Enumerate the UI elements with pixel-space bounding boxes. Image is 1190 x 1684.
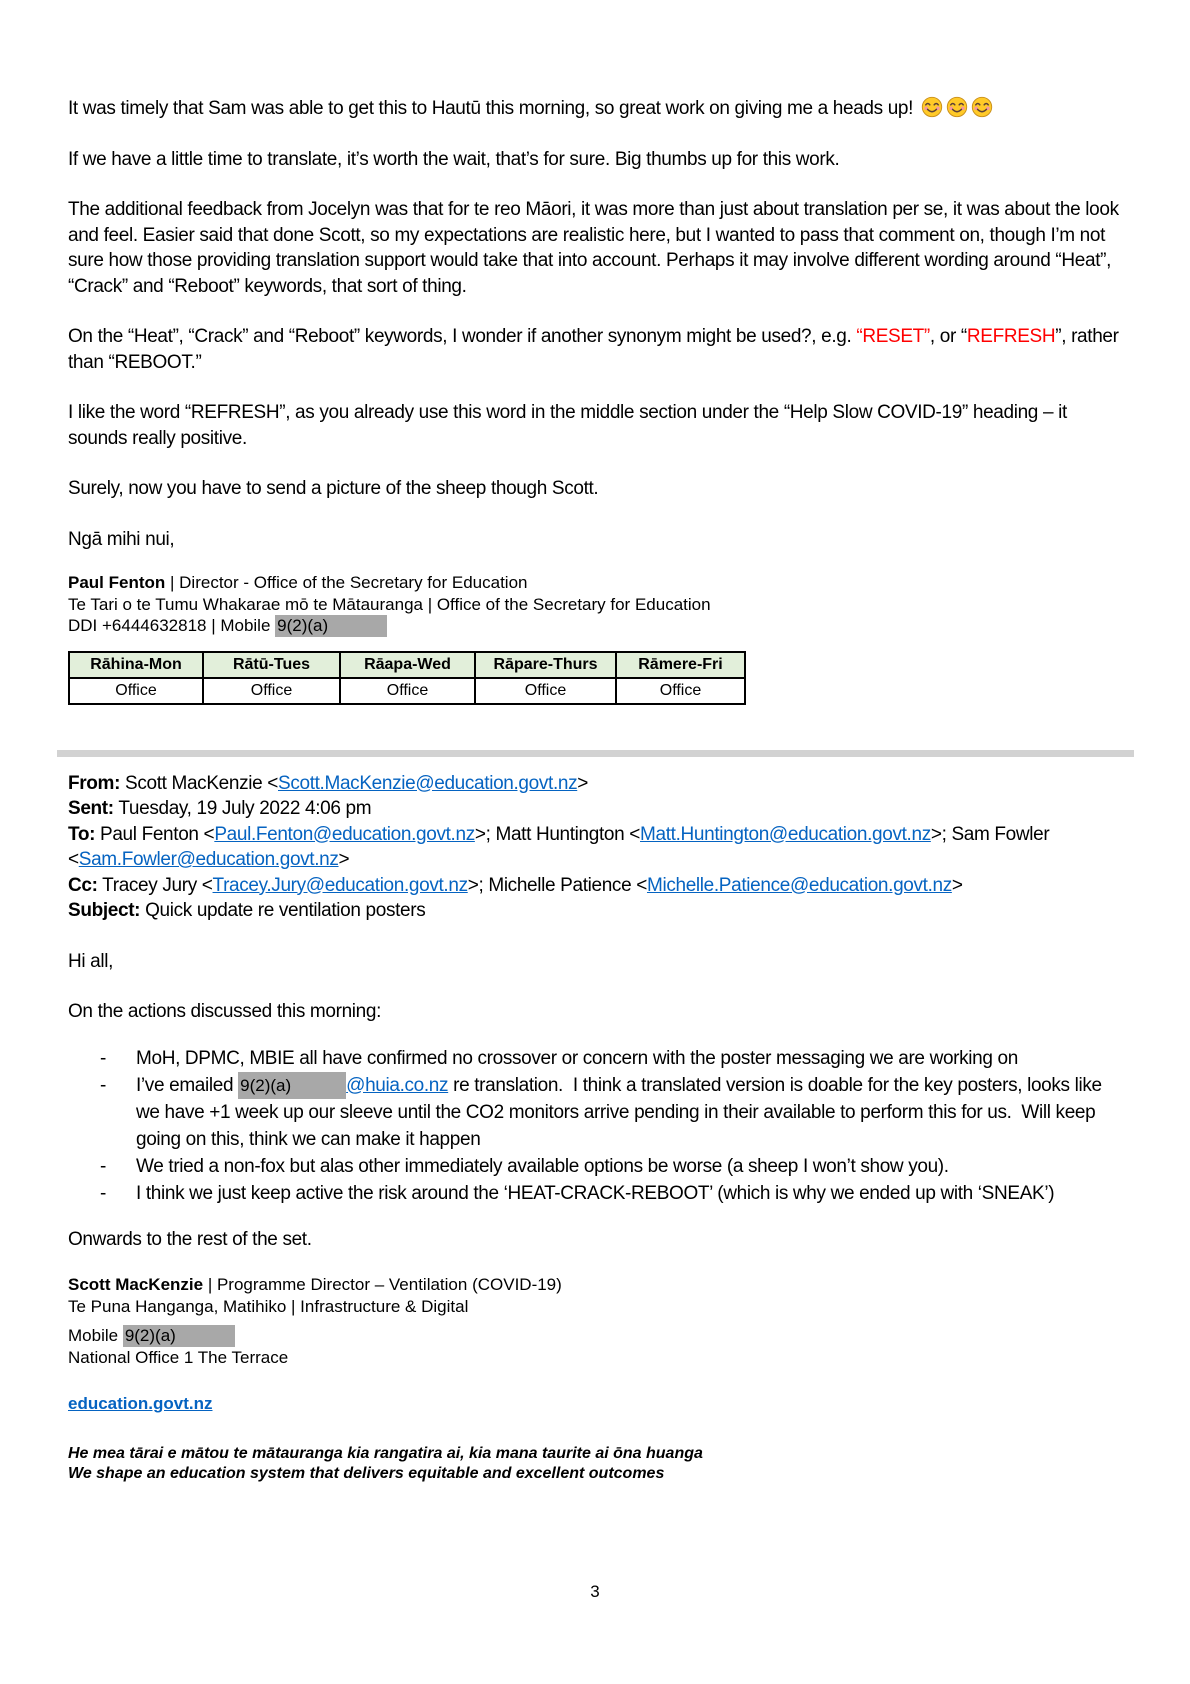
- signature-name-line: Paul Fenton | Director - Office of the Secretary for Education: [68, 573, 528, 592]
- bullet-marker: -: [100, 1155, 106, 1177]
- signature-name: Paul Fenton: [68, 573, 166, 592]
- footer-tagline-maori: He mea tārai e mātou te mātauranga kia rangatira ai, kia mana taurite ai ōna huanga: [68, 1445, 703, 1462]
- email-intro: On the actions discussed this morning:: [68, 1001, 382, 1022]
- to-email-link[interactable]: Matt.Huntington@education.govt.nz: [640, 823, 931, 845]
- bullet-item: - I’ve emailed 9(2)(a) @huia.co.nz re translation. I think a translated version is doable for the key posters, looks like we have +1 week up our sleeve until the CO2 monitors arrive pending in their available to perform this for us. Will keep going on this, think we can make it happen: [100, 1072, 1124, 1153]
- signature-contact-line: DDI +6444632818 | Mobile 9(2)(a): [68, 615, 1124, 637]
- schedule-cell: Office: [616, 678, 745, 704]
- smiling-face-emoji: [946, 96, 968, 118]
- redaction-box: 9(2)(a): [238, 1072, 346, 1099]
- schedule-cell: Office: [203, 678, 340, 704]
- header-to-line: To: Paul Fenton <Paul.Fenton@education.govt.nz>; Matt Huntington <Matt.Huntington@education.govt.nz>; Sam Fowler <Sam.Fowler@education.govt.nz>: [68, 823, 1055, 870]
- signature-address-line: National Office 1 The Terrace: [68, 1347, 289, 1367]
- cc-email-link[interactable]: Tracey.Jury@education.govt.nz: [212, 874, 468, 896]
- quoted-email-header: [68, 771, 1124, 924]
- cc-email-link[interactable]: Michelle.Patience@education.govt.nz: [646, 874, 952, 896]
- smiling-face-emoji: [921, 96, 943, 118]
- bullet-marker: -: [100, 1074, 106, 1096]
- schedule-data-row: [69, 678, 745, 704]
- signature-name-line: Scott MacKenzie | Programme Director – Ventilation (COVID-19): [68, 1275, 562, 1294]
- cc-label: Cc:: [68, 874, 98, 896]
- website-line: [68, 1394, 1124, 1414]
- schedule-cell: Office: [475, 678, 616, 704]
- reply-paragraph-4: On the “Heat”, “Crack” and “Reboot” keywords, I wonder if another synonym might be used?, e.g. “RESET”, or “REFRESH”, rather than “REBOOT.”: [68, 326, 1124, 373]
- to-email-link[interactable]: Paul.Fenton@education.govt.nz: [214, 823, 475, 845]
- to-email-link[interactable]: Sam.Fowler@education.govt.nz: [78, 849, 339, 870]
- redaction-box: 9(2)(a): [123, 1325, 235, 1347]
- signature-org-line: Te Puna Hanganga, Matihiko | Infrastructure & Digital: [68, 1296, 469, 1316]
- red-keyword-reset: “RESET”: [856, 326, 930, 347]
- reply-paragraph-2: If we have a little time to translate, it’s worth the wait, that’s for sure. Big thumbs up for this work.: [68, 148, 840, 170]
- header-from-line: From: Scott MacKenzie <Scott.MacKenzie@education.govt.nz>: [68, 772, 588, 794]
- header-subject-line: Subject: Quick update re ventilation posters: [68, 900, 426, 921]
- to-label: To:: [68, 823, 96, 845]
- bullet-item: - I think we just keep active the risk around the ‘HEAT-CRACK-REBOOT’ (which is why we ended up with ‘SNEAK’): [100, 1180, 1124, 1207]
- footer-tagline-english: We shape an education system that delivers equitable and excellent outcomes: [68, 1465, 665, 1482]
- schedule-cell: Office: [340, 678, 475, 704]
- subject-label: Subject:: [68, 900, 141, 921]
- education-website-link[interactable]: education.govt.nz: [68, 1394, 213, 1413]
- reply-paragraph-3: The additional feedback from Jocelyn was that for te reo Māori, it was more than just about translation per se, it was about the look and feel. Easier said that done Scott, so my expectations are realistic here, but I wanted to pass that comment on, though I’m not sure how those providing translation support would take that into account. Perhaps it may involve different wording around “Heat”, “Crack” and “Reboot” keywords, that sort of thing.: [68, 199, 1124, 297]
- paul-fenton-signature: [68, 572, 1124, 637]
- bullet-marker: -: [100, 1047, 106, 1069]
- redaction-box: 9(2)(a): [275, 615, 387, 637]
- signature-name: Scott MacKenzie: [68, 1275, 204, 1294]
- smiling-face-emoji: [971, 96, 993, 118]
- bullet-marker: -: [100, 1182, 106, 1204]
- reply-paragraph-6: Surely, now you have to send a picture of the sheep though Scott.: [68, 478, 599, 499]
- signature-mobile-line: Mobile 9(2)(a): [68, 1325, 1124, 1347]
- email-outro: Onwards to the rest of the set.: [68, 1228, 312, 1250]
- header-sent-line: Sent: Tuesday, 19 July 2022 4:06 pm: [68, 798, 372, 819]
- red-keyword-refresh: REFRESH: [966, 326, 1056, 347]
- huia-email-link[interactable]: @huia.co.nz: [346, 1074, 449, 1096]
- schedule-header-row: [69, 652, 745, 678]
- email-greeting: Hi all,: [68, 950, 114, 972]
- schedule-header-cell: Rāmere-Fri: [616, 652, 745, 678]
- reply-paragraph-1-text: It was timely that Sam was able to get this to Hautū this morning, so great work on giving me a heads up!: [68, 98, 919, 119]
- weekly-schedule-table: [68, 651, 746, 705]
- schedule-header-cell: Rātū-Tues: [203, 652, 340, 678]
- header-cc-line: Cc: Tracey Jury <Tracey.Jury@education.govt.nz>; Michelle Patience <Michelle.Patience@education.govt.nz>: [68, 874, 963, 896]
- reply-closing: Ngā mihi nui,: [68, 528, 175, 550]
- schedule-header-cell: Rāpare-Thurs: [475, 652, 616, 678]
- bullet-item: - We tried a non-fox but alas other immediately available options be worse (a sheep I won’t show you).: [100, 1153, 1124, 1180]
- from-label: From:: [68, 772, 121, 794]
- schedule-cell: Office: [69, 678, 203, 704]
- sent-label: Sent:: [68, 798, 114, 819]
- action-bullet-list: [100, 1045, 1124, 1207]
- bullet-item: - MoH, DPMC, MBIE all have confirmed no crossover or concern with the poster messaging we are working on: [100, 1045, 1124, 1072]
- scott-mackenzie-signature: [68, 1274, 1124, 1414]
- page-number: 3: [590, 1582, 600, 1601]
- reply-paragraph-1: [68, 96, 1124, 122]
- schedule-header-cell: Rāapa-Wed: [340, 652, 475, 678]
- message-divider: [57, 750, 1134, 757]
- reply-paragraph-5: I like the word “REFRESH”, as you already use this word in the middle section under the “Help Slow COVID-19” heading – it sounds really positive.: [68, 402, 1072, 449]
- signature-org-line: Te Tari o te Tumu Whakarae mō te Mātauranga | Office of the Secretary for Education: [68, 594, 711, 614]
- from-email-link[interactable]: Scott.MacKenzie@education.govt.nz: [278, 772, 578, 794]
- schedule-header-cell: Rāhina-Mon: [69, 652, 203, 678]
